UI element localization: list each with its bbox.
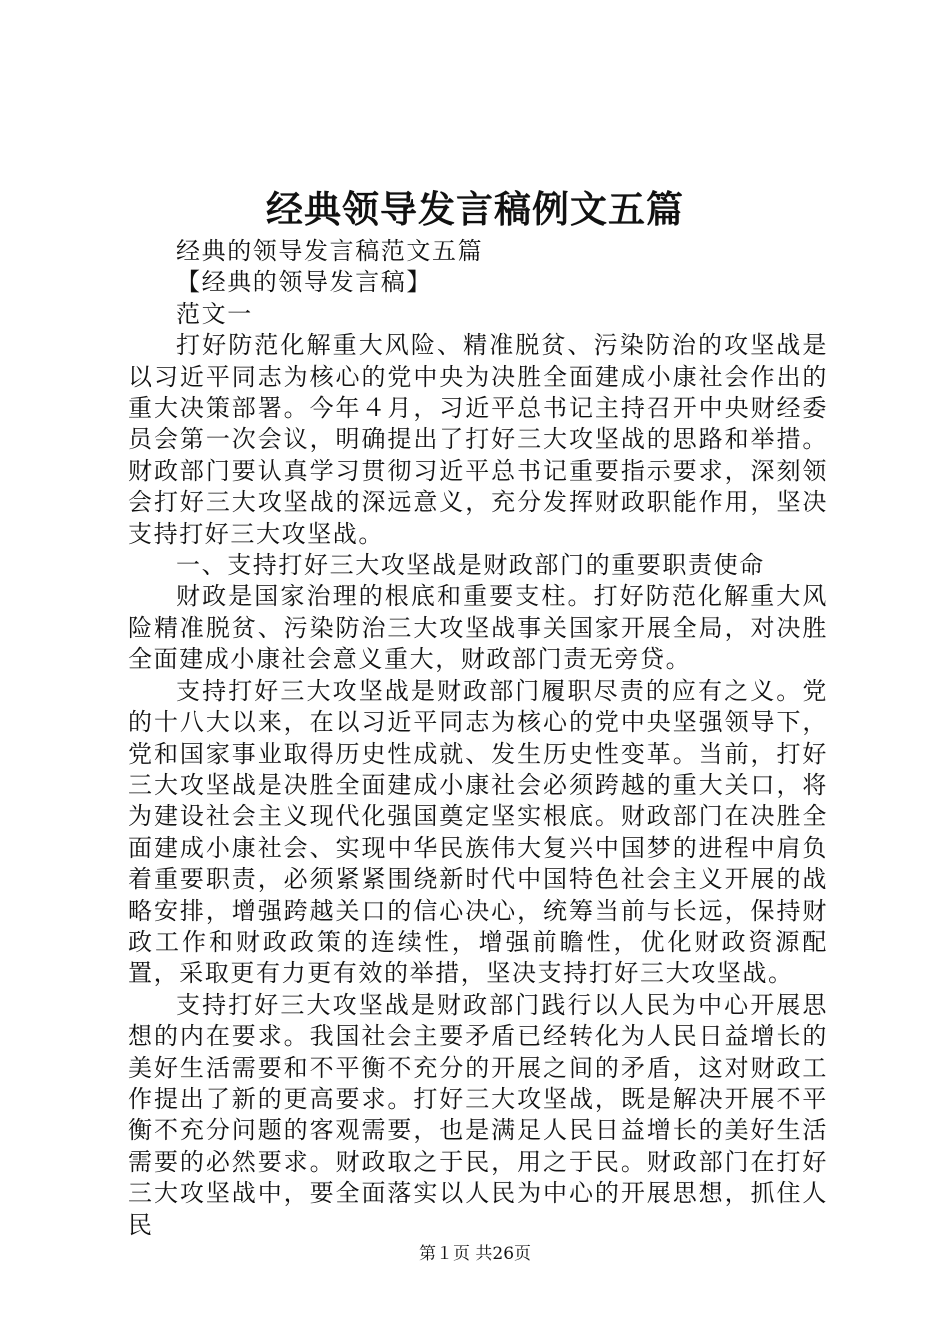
document-body bbox=[128, 236, 828, 1241]
body-paragraph: 财政是国家治理的根底和重要支柱。打好防范化解重大风险精准脱贫、污染防治三大攻坚战事关国家开展全局，对决胜全面建成小康社会意义重大，财政部门责无旁贷。 bbox=[128, 582, 828, 674]
body-paragraph: 打好防范化解重大风险、精准脱贫、污染防治的攻坚战是以习近平同志为核心的党中央为决胜全面建成小康社会作出的重大决策部署。今年４月，习近平总书记主持召开中央财经委员会第一次会议，明确提出了打好三大攻坚战的思路和举措。财政部门要认真学习贯彻习近平总书记重要指示要求，深刻领会打好三大攻坚战的深远意义，充分发挥财政职能作用，坚决支持打好三大攻坚战。 bbox=[128, 331, 828, 548]
page-number-footer: 第１页 共26页 bbox=[418, 1244, 532, 1264]
body-paragraph: 支持打好三大攻坚战是财政部门履职尽责的应有之义。党的十八大以来，在以习近平同志为核心的党中央坚强领导下，党和国家事业取得历史性成就、发生历史性变革。当前，打好三大攻坚战是决胜全面建成小康社会必须跨越的重大关口，将为建设社会主义现代化强国奠定坚实根底。财政部门在决胜全面建成小康社会、实现中华民族伟大复兴中国梦的进程中肩负着重要职责，必须紧紧围绕新时代中国特色社会主义开展的战略安排，增强跨越关口的信心决心，统筹当前与长远，保持财政工作和财政政策的连续性，增强前瞻性，优化财政资源配置，采取更有力更有效的举措，坚决支持打好三大攻坚战。 bbox=[128, 676, 828, 988]
subtitle-paragraph: 经典的领导发言稿范文五篇 bbox=[176, 237, 484, 265]
sample-label: 范文一 bbox=[176, 299, 253, 328]
page-title: 经典领导发言稿例文五篇 bbox=[266, 187, 684, 231]
body-paragraph: 支持打好三大攻坚战是财政部门践行以人民为中心开展思想的内在要求。我国社会主要矛盾已经转化为人民日益增长的美好生活需要和不平衡不充分的开展之间的矛盾，这对财政工作提出了新的更高要求。打好三大攻坚战，既是解决开展不平衡不充分问题的客观需要，也是满足人民日益增长的美好生活需要的必然要求。财政取之于民，用之于民。财政部门在打好三大攻坚战中，要全面落实以人民为中心的开展思想，抓住人民 bbox=[128, 990, 828, 1239]
section-heading: 【经典的领导发言稿】 bbox=[176, 268, 432, 297]
subsection-heading: 一、支持打好三大攻坚战是财政部门的重要职责使命 bbox=[176, 551, 765, 580]
